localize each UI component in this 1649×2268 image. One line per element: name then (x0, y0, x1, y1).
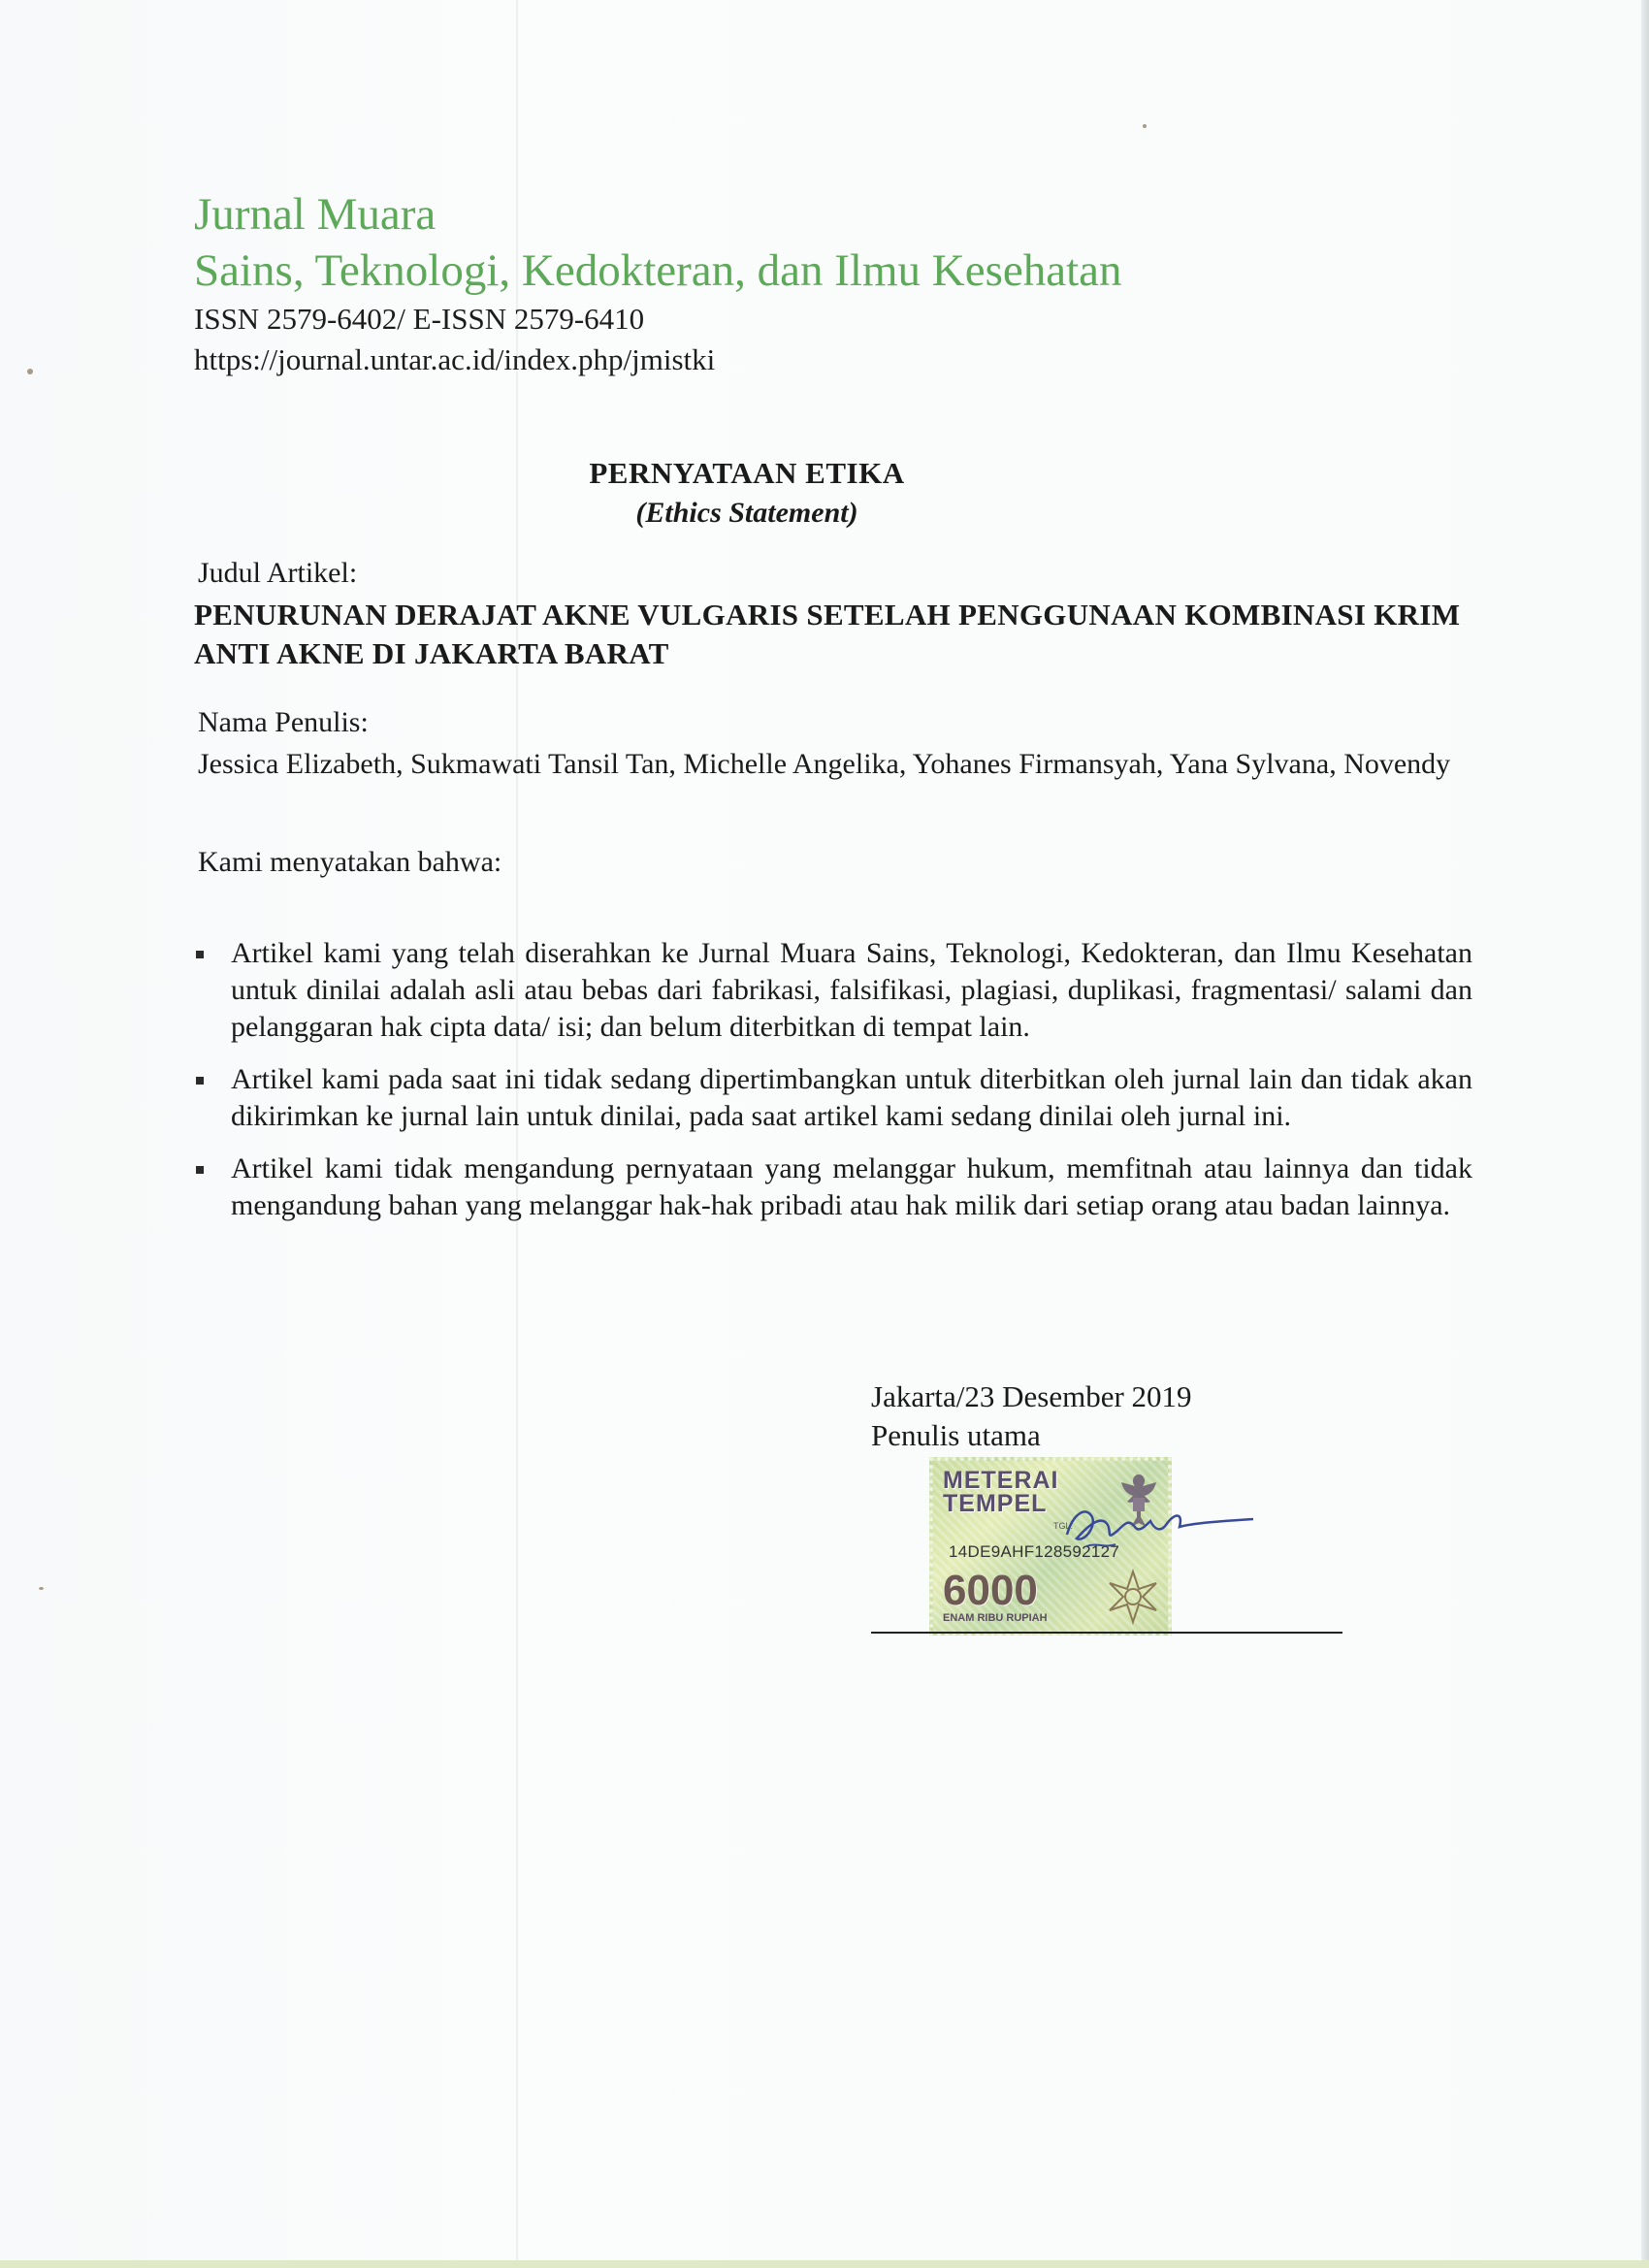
stamp-serial: 14DE9AHF128592127 (949, 1542, 1120, 1561)
handwritten-signature (1028, 1484, 1261, 1562)
signature-place-date: Jakarta/23 Desember 2019 (871, 1379, 1192, 1413)
stamp-title-line2: TEMPEL (943, 1490, 1048, 1517)
declaration-list (194, 935, 1472, 1240)
stamp-value: 6000 (943, 1567, 1038, 1614)
authors: Jessica Elizabeth, Sukmawati Tansil Tan, Michelle Angelika, Yohanes Firmansyah, Yana Sylvana, Novendy (198, 748, 1451, 780)
scan-edge-right (1641, 0, 1649, 2268)
journal-issn: ISSN 2579-6402/ E-ISSN 2579-6410 (194, 302, 645, 336)
signature-role: Penulis utama (871, 1418, 1041, 1452)
scan-speck (27, 369, 33, 374)
stamp-value-words: ENAM RIBU RUPIAH (943, 1612, 1048, 1624)
scan-edge-bottom (0, 2260, 1649, 2268)
ornament-icon (1104, 1568, 1162, 1626)
journal-subtitle: Sains, Teknologi, Kedokteran, dan Ilmu Kesehatan (194, 245, 1122, 296)
square-bullet-icon (196, 1166, 204, 1174)
article-title-label: Judul Artikel: (198, 557, 358, 589)
scan-speck (39, 1587, 44, 1590)
list-item (194, 935, 1472, 1046)
square-bullet-icon (196, 1077, 204, 1085)
stamp-date-label: TGL. (1053, 1521, 1074, 1531)
journal-name: Jurnal Muara (194, 189, 436, 240)
list-item (194, 1150, 1472, 1224)
authors-label: Nama Penulis: (198, 706, 369, 738)
declaration-text: Artikel kami yang telah diserahkan ke Jurnal Muara Sains, Teknologi, Kedokteran, dan Ilmu Kesehatan untuk dinilai adalah asli atau bebas dari fabrikasi, falsifikasi, plagiasi, duplikasi, fragmentasi/ salami dan pelanggaran hak cipta data/ isi; dan belum diterbitkan di tempat lain. (231, 937, 1472, 1043)
article-title: PENURUNAN DERAJAT AKNE VULGARIS SETELAH PENGGUNAAN KOMBINASI KRIM ANTI AKNE DI JAKARTA BARAT (194, 598, 1461, 670)
list-item (194, 1061, 1472, 1135)
scan-speck (1143, 124, 1147, 128)
signature-line (871, 1632, 1342, 1634)
statement-title: PERNYATAAN ETIKA (589, 456, 905, 490)
square-bullet-icon (196, 951, 204, 958)
declaration-intro: Kami menyatakan bahwa: (198, 846, 502, 878)
declaration-text: Artikel kami pada saat ini tidak sedang dipertimbangkan untuk diterbitkan oleh jurnal lain dan tidak akan dikirimkan ke jurnal lain untuk dinilai, pada saat artikel kami sedang dinilai oleh jurnal ini. (231, 1063, 1472, 1132)
stamp-title-line1: METERAI (943, 1467, 1059, 1494)
journal-url: https://journal.untar.ac.id/index.php/jmistki (194, 342, 716, 376)
statement-subtitle: (Ethics Statement) (635, 497, 858, 529)
declaration-text: Artikel kami tidak mengandung pernyataan yang melanggar hukum, memfitnah atau lainnya dan tidak mengandung bahan yang melanggar hak-hak pribadi atau hak milik dari setiap orang atau badan lainnya. (231, 1152, 1472, 1221)
journal-header (194, 186, 1122, 380)
